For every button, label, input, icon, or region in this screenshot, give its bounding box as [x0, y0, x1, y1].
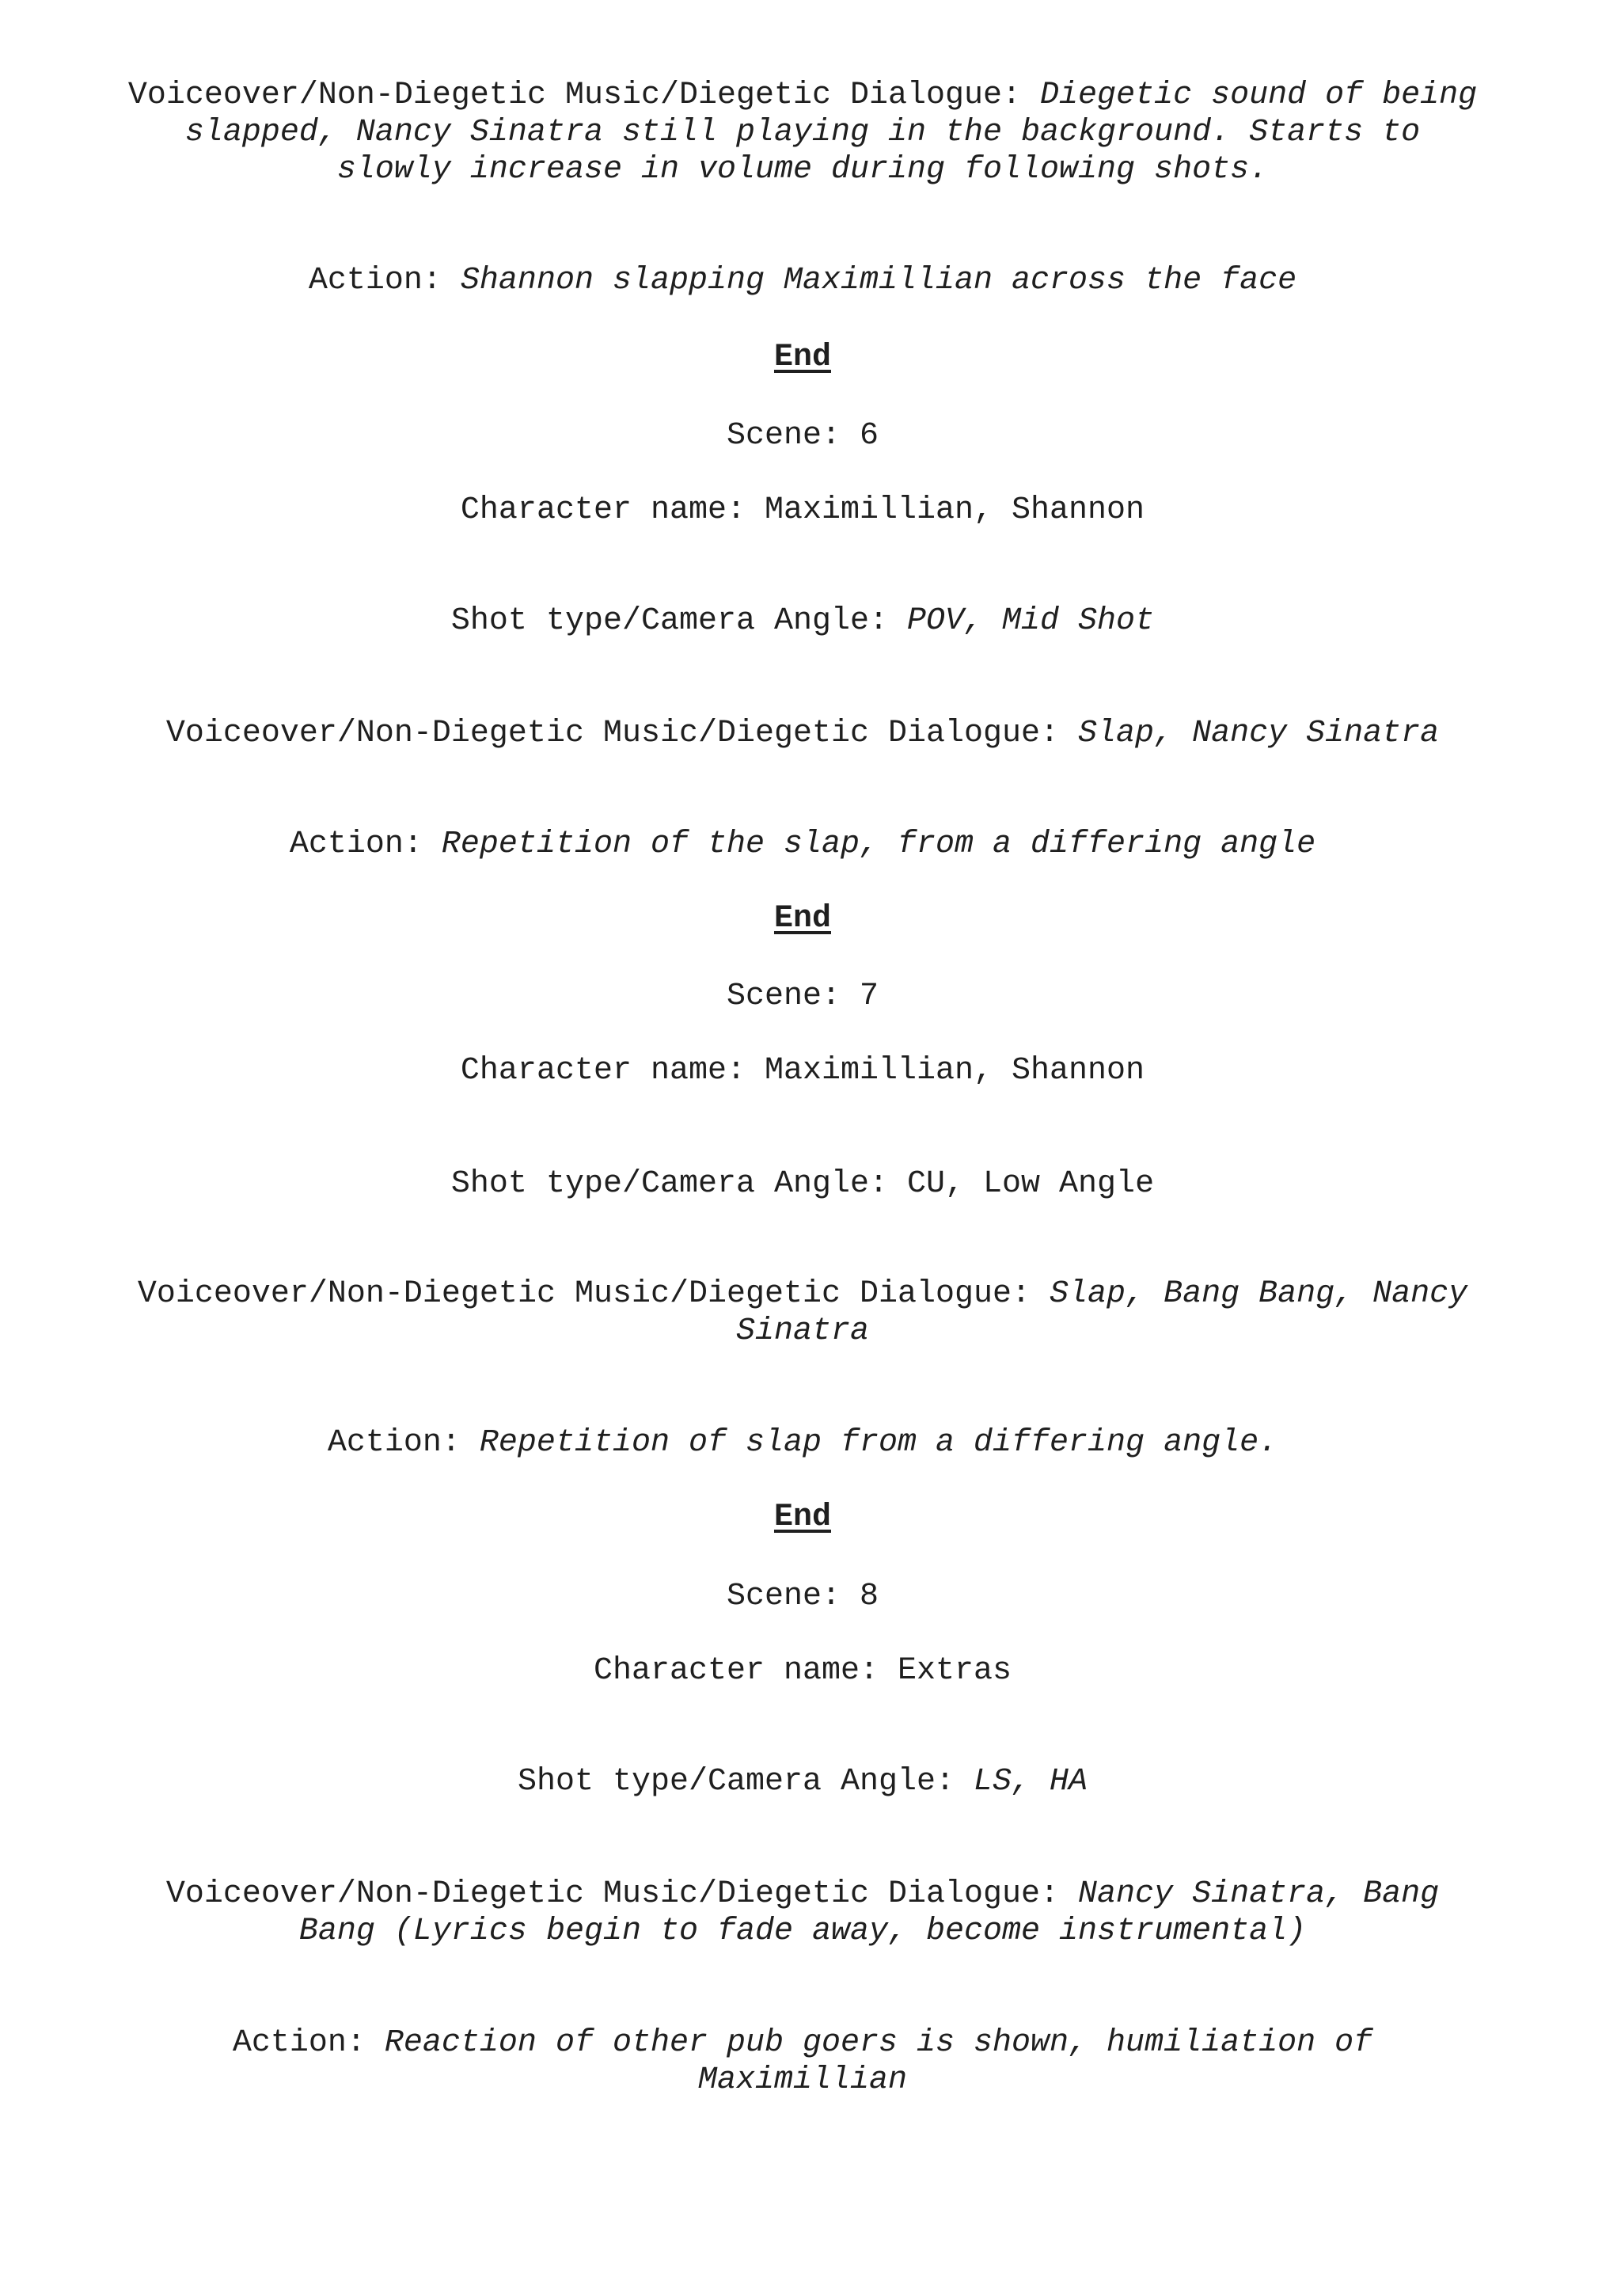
shot-type-label: Shot type/Camera Angle:: [517, 1764, 974, 1800]
scene-heading: [95, 978, 1510, 1015]
scene-number: Scene: 7: [726, 979, 879, 1014]
voiceover-label: Voiceover/Non-Diegetic Music/Diegetic Dialogue:: [127, 78, 1041, 113]
voiceover-line: [95, 715, 1510, 752]
voiceover-value: Slap, Bang Bang, Nancy: [1050, 1276, 1468, 1312]
voiceover-line: [95, 1275, 1510, 1313]
voiceover-line-continued: [95, 114, 1510, 151]
action-line: [95, 2024, 1510, 2062]
action-label: Action:: [327, 1425, 480, 1461]
action-value: Reaction of other pub goers is shown, humiliation of: [384, 2025, 1373, 2061]
action-label: Action:: [308, 263, 461, 298]
end-marker: [95, 339, 1510, 376]
end-text: End: [773, 901, 831, 937]
action-label: Action:: [289, 827, 442, 862]
character-names: Character name: Maximillian, Shannon: [460, 1053, 1145, 1089]
character-names: Character name: Extras: [593, 1653, 1012, 1689]
voiceover-line: [95, 77, 1510, 114]
voiceover-value: Slap, Nancy Sinatra: [1078, 716, 1440, 751]
action-line: [95, 1424, 1510, 1462]
voiceover-line-continued: [95, 1313, 1510, 1350]
voiceover-value: Nancy Sinatra, Bang: [1078, 1876, 1440, 1912]
end-marker: [95, 900, 1510, 937]
scene-number: Scene: 8: [726, 1579, 879, 1614]
scene-heading: [95, 417, 1510, 454]
action-value: Repetition of the slap, from a differing angle: [441, 827, 1316, 862]
action-value: Maximillian: [697, 2062, 908, 2098]
action-value: Repetition of slap from a differing angle.: [479, 1425, 1278, 1461]
voiceover-label: Voiceover/Non-Diegetic Music/Diegetic Dialogue:: [137, 1276, 1050, 1312]
shot-type-value: LS, HA: [974, 1764, 1088, 1800]
voiceover-value: slowly increase in volume during following shots.: [336, 152, 1269, 188]
voiceover-label: Voiceover/Non-Diegetic Music/Diegetic Dialogue:: [165, 1876, 1079, 1912]
action-label: Action:: [232, 2025, 385, 2061]
scene-heading: [95, 1578, 1510, 1615]
voiceover-value: Bang (Lyrics begin to fade away, become instrumental): [298, 1914, 1307, 1949]
voiceover-value: Sinatra: [735, 1313, 870, 1349]
voiceover-value: Diegetic sound of being: [1040, 78, 1478, 113]
action-line-continued: [95, 2062, 1510, 2099]
voiceover-line: [95, 1876, 1510, 1913]
voiceover-value: slapped, Nancy Sinatra still playing in the background. Starts to: [184, 115, 1421, 150]
voiceover-line-continued: [95, 1913, 1510, 1950]
action-value: Shannon slapping Maximillian across the face: [460, 263, 1297, 298]
character-line: [95, 1052, 1510, 1089]
shot-type-line: [95, 1763, 1510, 1800]
shot-type-label: Shot type/Camera Angle:: [450, 603, 908, 639]
shot-type-line: [95, 603, 1510, 640]
action-line: [95, 262, 1510, 299]
shot-type-text: Shot type/Camera Angle: CU, Low Angle: [450, 1166, 1155, 1202]
scene-number: Scene: 6: [726, 418, 879, 454]
action-line: [95, 826, 1510, 863]
end-text: End: [773, 1500, 831, 1535]
voiceover-label: Voiceover/Non-Diegetic Music/Diegetic Dialogue:: [165, 716, 1079, 751]
end-marker: [95, 1499, 1510, 1536]
shot-type-value: POV, Mid Shot: [907, 603, 1155, 639]
voiceover-line-continued: [95, 151, 1510, 188]
character-names: Character name: Maximillian, Shannon: [460, 492, 1145, 528]
end-text: End: [773, 340, 831, 375]
character-line: [95, 492, 1510, 529]
shot-type-line: [95, 1165, 1510, 1203]
character-line: [95, 1652, 1510, 1690]
